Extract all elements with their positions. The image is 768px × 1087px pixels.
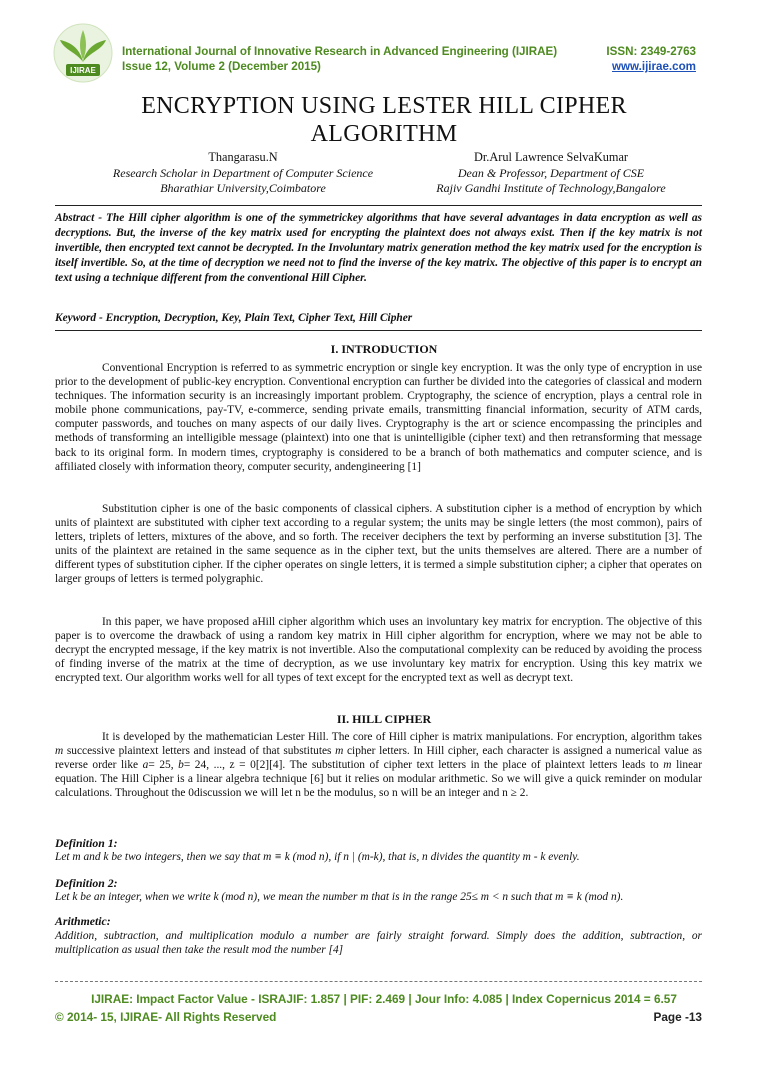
author-institution: Bharathiar University,Coimbatore: [160, 181, 326, 195]
logo-text: IJIRAE: [70, 66, 96, 75]
author-2: [420, 150, 682, 197]
footer-divider: [55, 981, 702, 982]
definition-1-heading: Definition 1:: [55, 836, 118, 850]
section-heading-hill-cipher: II. HILL CIPHER: [336, 712, 432, 726]
divider: [55, 330, 702, 331]
keywords: Keyword - Encryption, Decryption, Key, Plain Text, Cipher Text, Hill Cipher: [55, 312, 413, 324]
footer-bar: [55, 1010, 702, 1024]
divider: [55, 205, 702, 206]
journal-link[interactable]: www.ijirae.com: [612, 60, 696, 73]
section-heading-introduction: I. INTRODUCTION: [330, 342, 438, 356]
footer-impact-factor: IJIRAE: Impact Factor Value - ISRAJIF: 1.857 | PIF: 2.469 | Jour Info: 4.085 | Index Copernicus 2014 = 6.57: [91, 992, 677, 1006]
arithmetic-text: Addition, subtraction, and multiplication modulo a number are fairly straight forward. Simply does the addition, subtraction, or multiplication as usual then take the result mod the number [4]: [55, 930, 702, 957]
arithmetic-heading: Arithmetic:: [55, 914, 111, 928]
definition-1-text: Let m and k be two integers, then we say that m ≡ k (mod n), if n | (m-k), that is, n divides the quantity m - k evenly.: [55, 851, 580, 863]
issue-info: Issue 12, Volume 2 (December 2015): [122, 60, 321, 73]
definition-2-text: Let k be an integer, when we write k (mod n), we mean the number m that is in the range 25≤ m < n such that m ≡ k (mod n).: [55, 891, 624, 903]
hill-cipher-paragraph: It is developed by the mathematician Lester Hill. The core of Hill cipher is matrix manipulations. For encryption, algorithm takes m successive plaintext letters and instead of that substitutes m cipher letters. In Hill cipher, each character is assigned a numerical value as reverse order like a= 25, b= 24, ..., z = 0[2][4]. The substitution of cipher text letters in the place of plaintext letters leads to m linear equation. The Hill Cipher is a linear algebra technique [6] but it relies on modular arithmetic. So we will give a quick reminder on modular calculations. Throughout the 0discussion we will let n be the modulus, so n will be an integer and n ≥ 2.: [55, 731, 702, 800]
author-name: Thangarasu.N: [208, 150, 278, 164]
footer-copyright: © 2014- 15, IJIRAE- All Rights Reserved: [55, 1010, 277, 1024]
ijirae-logo: [52, 22, 114, 84]
abstract: Abstract - The Hill cipher algorithm is one of the symmetrickey algorithms that have several advantages in data encryption as well as decryptions. But, the inverse of the key matrix used for encrypting the plaintext does not always exist. Then if the key matrix is not invertible, then encrypted text cannot be decrypted. In the Involuntary matrix generation method the key matrix used for the encryption is itself invertible. So, at the time of decryption we need not to find the inverse of the key matrix. The objective of this paper is to encrypt an text using a technique different from the conventional Hill Cipher.: [55, 212, 702, 285]
journal-name: International Journal of Innovative Research in Advanced Engineering (IJIRAE): [122, 45, 558, 58]
definition-2-heading: Definition 2:: [55, 876, 118, 890]
intro-paragraph-2: Substitution cipher is one of the basic components of classical ciphers. A substitution cipher is a method of encryption by which units of plaintext are substituted with cipher text according to a regular system; the units may be single letters (the most common), pairs of letters, triplets of letters, mixtures of the above, and so forth. The receiver deciphers the text by performing an inverse substitution [3]. The units of the plaintext are retained in the same sequence as in the cipher text, but the units themselves are altered. There are a number of different types of substitution cipher. If the cipher operates on single letters, it is termed a simple substitution cipher; a cipher that operates on larger groups of letters is termed polygraphic.: [55, 503, 702, 586]
paper-title: ENCRYPTION USING LESTER HILL CIPHER ALGORITHM: [141, 93, 627, 147]
author-name: Dr.Arul Lawrence SelvaKumar: [474, 150, 628, 164]
journal-header: [122, 44, 696, 74]
author-affiliation: Research Scholar in Department of Computer Science: [112, 165, 374, 180]
intro-paragraph-3: In this paper, we have proposed aHill cipher algorithm which uses an involuntary key matrix for encryption. The objective of this paper is to overcome the drawback of using a random key matrix in Hill cipher algorithm for encryption, where we may not be able to decrypt the encrypted message, if the key matrix is not invertible. Also the computational complexity can be reduced by avoiding the process of finding inverse of the matrix at the time of decryption, as we use involuntary key matrix for encryption. Using this key matrix we encrypted text. Our algorithm works well for all types of text except for the encrypted text as well as decrypt text.: [55, 616, 702, 685]
page-number: Page -13: [653, 1010, 702, 1024]
author-institution: Rajiv Gandhi Institute of Technology,Bangalore: [436, 181, 666, 195]
issn: ISSN: 2349-2763: [606, 45, 696, 58]
author-affiliation: Dean & Professor, Department of CSE: [457, 165, 645, 180]
intro-paragraph-1: Conventional Encryption is referred to as symmetric encryption or single key encryption. It was the only type of encryption in use prior to the development of public-key encryption. Conventional encryption can further be divided into the categories of classical and modern techniques. The information security is an increasingly important problem. Cryptography, the science of encryption, plays a central role in mobile phone communications, pay-TV, e-commerce, sending private emails, transmitting financial information, security of ATM cards, computer passwords, and touches on many aspects of our daily lives. Cryptography is the art or science encompassing the principles and methods of transforming an intelligible message (plaintext) into one that is unintelligible (cipher text) and then retransforming that message back to its original form. In modern times, cryptography is considered to be a branch of both mathematics and computer science, and is affiliated closely with information theory, computer security, andengineering [1]: [55, 362, 702, 473]
author-1: [100, 150, 386, 197]
